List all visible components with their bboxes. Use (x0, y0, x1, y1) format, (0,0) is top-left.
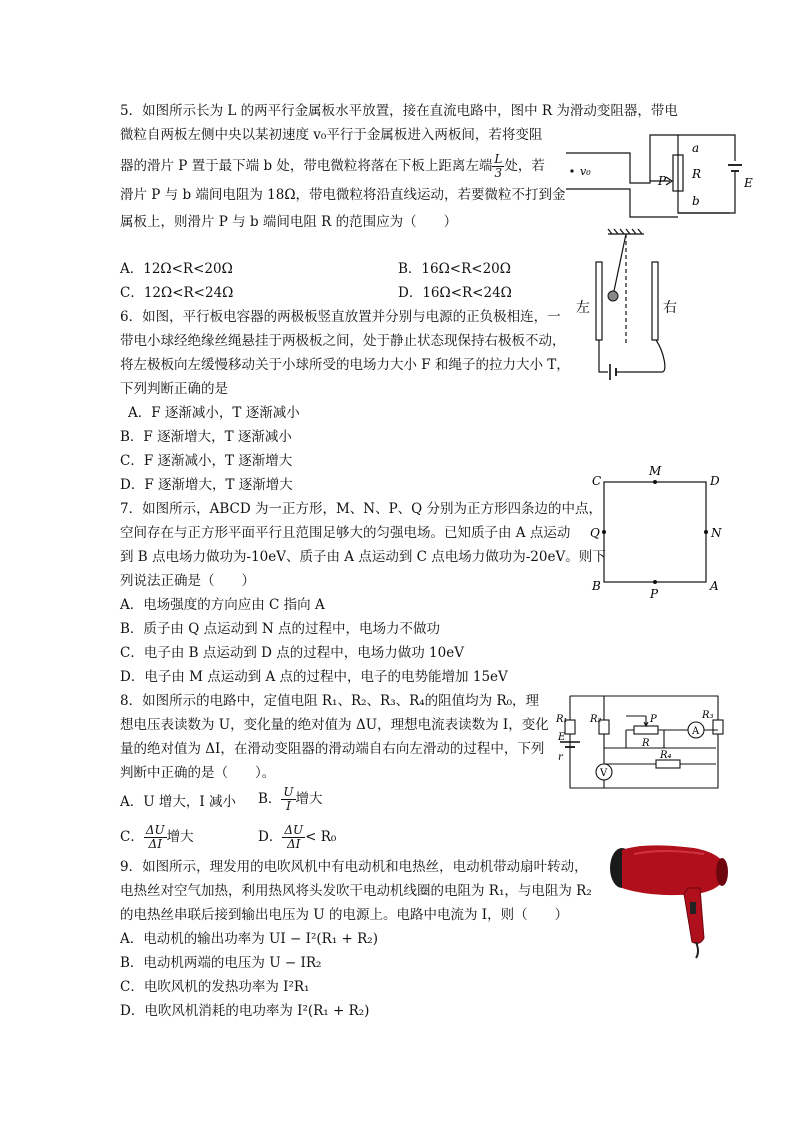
q5-option-b: B．16Ω<R<20Ω (398, 261, 511, 277)
q8-r4-label: R₄ (660, 750, 672, 761)
q9-option-a: A．电动机的输出功率为 UI − I²(R₁ + R₂) (120, 931, 378, 947)
q6-string (614, 234, 626, 291)
q5-e-label: E (744, 176, 753, 190)
q9-line-3: 的电热丝串联后接到输出电压为 U 的电源上。电路中电流为 I，则（ ） (120, 907, 569, 923)
q8-option-b-fraction (281, 786, 295, 813)
q5-wires-lower (566, 189, 678, 217)
dryer-cord (696, 942, 698, 958)
q7-m-label: M (649, 464, 662, 478)
q8-line-3: 量的绝对值为 ΔI，在滑动变阻器的滑动端自右向左滑动的过程中，下列 (120, 741, 545, 757)
q5-a-label: a (692, 141, 700, 155)
q7-p-label: P (650, 587, 659, 601)
q8-voltmeter-label: V (600, 768, 608, 779)
q5-r-label: R (692, 167, 702, 181)
q8-option-c-den: ΔI (148, 837, 162, 851)
q6-line-1: 6．如图，平行板电容器的两极板竖直放置并分别与电源的正负极相连，一 (120, 309, 561, 325)
q8-p-label: P (650, 714, 657, 725)
q8-option-c-suffix: 增大 (166, 829, 194, 845)
q7-q-label: Q (590, 526, 600, 540)
q5-line-3 (120, 153, 545, 180)
q7-line-4: 列说法正确是（ ） (120, 573, 255, 589)
q6-option-d: D．F 逐渐增大，T 逐渐增大 (120, 477, 293, 493)
q6-left-label: 左 (576, 300, 590, 316)
q8-r2-label: R₂ (590, 714, 602, 725)
q8-option-d (258, 824, 336, 851)
q9-line-1: 9．如图所示，理发用的电吹风机中有电动机和电热丝，电动机带动扇叶转动， (120, 859, 588, 875)
q8-e-label: E (558, 732, 566, 743)
hair-dryer-image (604, 838, 734, 960)
q8-option-c (120, 824, 194, 851)
q6-option-a: A．F 逐渐减小，T 逐渐减小 (128, 405, 300, 421)
q7-line-2: 空间存在与正方形平面平行且范围足够大的匀强电场。已知质子由 A 点运动 (120, 525, 571, 541)
q8-r-internal-label: r (558, 752, 563, 763)
q7-a-label: A (710, 579, 719, 593)
q5-line-1: 5．如图所示长为 L 的两平行金属板水平放置，接在直流电路中，图中 R 为滑动变阻器，带电 (120, 103, 678, 119)
q7-point-p (653, 580, 657, 584)
q7-n-label: N (711, 526, 722, 540)
q9-option-d: D．电吹风机消耗的电功率为 I²(R₁ + R₂) (120, 1003, 370, 1019)
q6-line-4: 下列判断正确的是 (120, 381, 228, 397)
q6-capacitor-figure (572, 226, 692, 386)
q8-option-b-num: U (283, 785, 294, 799)
q8-line-4: 判断中正确的是（ ）。 (120, 765, 276, 781)
q8-option-c-num: ΔU (145, 823, 165, 837)
q7-option-b: B．质子由 Q 点运动到 N 点的过程中，电场力不做功 (120, 621, 440, 637)
q6-option-c: C．F 逐渐减小，T 逐渐增大 (120, 453, 293, 469)
q7-option-d: D．电子由 M 点运动到 A 点的过程中，电子的电势能增加 15eV (120, 669, 508, 685)
q8-r4 (656, 760, 680, 768)
q7-point-q (602, 530, 606, 534)
q5-frac-num: L (494, 152, 503, 166)
q8-line-1: 8．如图所示的电路中，定值电阻 R₁、R₂、R₃、R₄的阻值均为 R₀，理 (120, 693, 540, 709)
q9-option-b: B．电动机两端的电压为 U − IR₂ (120, 955, 322, 971)
q5-v0-label: v₀ (580, 165, 591, 178)
q8-r1-label: R₁ (556, 714, 568, 725)
q8-option-d-fraction (282, 824, 305, 851)
q7-line-3: 到 B 点电场力做功为-10eV、质子由 A 点运动到 C 点电场力做功为-20eV。则下 (120, 549, 606, 565)
q5-line-2: 微粒自两板左侧中央以某初速度 v₀平行于金属板进入两板间，若将变阻 (120, 127, 543, 143)
q7-b-label: B (592, 579, 601, 593)
q7-square-figure (586, 462, 726, 602)
q5-frac-den: 3 (494, 166, 503, 180)
q6-left-plate (596, 262, 602, 340)
dryer-handle (684, 888, 704, 943)
q8-r3-label: R₃ (702, 710, 714, 721)
q9-option-c: C．电吹风机的发热功率为 I²R₁ (120, 979, 310, 995)
q5-circuit-figure (560, 125, 760, 225)
q7-c-label: C (592, 474, 602, 488)
q8-option-d-den: ΔI (287, 837, 301, 851)
q7-point-n (704, 530, 708, 534)
q7-line-1: 7．如图所示，ABCD 为一正方形，M、N、P、Q 分别为正方形四条边的中点， (120, 501, 603, 517)
q8-ammeter-label: A (692, 726, 700, 737)
q6-charged-ball (608, 291, 618, 301)
q8-option-d-suffix: < R₀ (305, 829, 337, 845)
q5-line-3-tail: 处，若 (504, 158, 545, 174)
q8-line-2: 想电压表读数为 U，变化量的绝对值为 ΔU，理想电流表读数为 I，变化 (120, 717, 549, 733)
q8-circuit-figure (556, 692, 726, 792)
q8-option-b (258, 786, 323, 813)
q8-option-b-prefix: B． (258, 791, 282, 807)
q5-option-a: A．12Ω<R<20Ω (120, 261, 233, 277)
q5-line-4: 滑片 P 与 b 端间电阻为 18Ω，带电微粒将沿直线运动，若要微粒不打到金 (120, 187, 566, 203)
q5-line-3-text: 器的滑片 P 置于最下端 b 处，带电微粒将落在下板上距离左端 (120, 158, 493, 174)
q5-line-5: 属板上，则滑片 P 与 b 端间电阻 R 的范围应为（ ） (120, 214, 458, 230)
q5-b-label: b (692, 194, 700, 208)
dryer-switch (690, 902, 696, 914)
q8-option-b-suffix: 增大 (295, 791, 323, 807)
q7-square (604, 482, 706, 582)
q6-option-b: B．F 逐渐增大，T 逐渐减小 (120, 429, 292, 445)
q7-option-a: A．电场强度的方向应由 C 指向 A (120, 597, 325, 613)
q9-line-2: 电热丝对空气加热，利用热风将头发吹干电动机线圈的电阻为 R₁，与电阻为 R₂ (120, 883, 592, 899)
q5-p-label: P (658, 174, 667, 188)
q5-fraction-l-over-3 (492, 153, 504, 180)
q6-right-plate (652, 262, 658, 340)
q8-option-b-den: I (286, 799, 291, 813)
q6-line-2: 带电小球经绝缘丝绳悬挂于两极板之间，处于静止状态现保持右极板不动， (120, 333, 566, 349)
q7-point-m (653, 480, 657, 484)
q5-option-d: D．16Ω<R<24Ω (398, 285, 512, 301)
q5-option-c: C．12Ω<R<24Ω (120, 285, 234, 301)
q7-d-label: D (710, 474, 720, 488)
q8-option-c-prefix: C． (120, 829, 144, 845)
q8-option-d-prefix: D． (258, 829, 283, 845)
q8-slider-arrow (644, 716, 648, 726)
q8-r-label: R (642, 738, 650, 749)
q6-right-label: 右 (663, 300, 677, 316)
q6-line-3: 将左极板向左缓慢移动关于小球所受的电场力大小 F 和绳子的拉力大小 T， (120, 357, 570, 373)
q8-option-c-fraction (144, 824, 167, 851)
q8-r3 (713, 720, 723, 734)
q7-option-c: C．电子由 B 点运动到 D 点的过程中，电场力做功 10eV (120, 645, 464, 661)
q8-option-a: A．U 增大，I 减小 (120, 794, 237, 810)
q8-option-d-num: ΔU (284, 823, 304, 837)
